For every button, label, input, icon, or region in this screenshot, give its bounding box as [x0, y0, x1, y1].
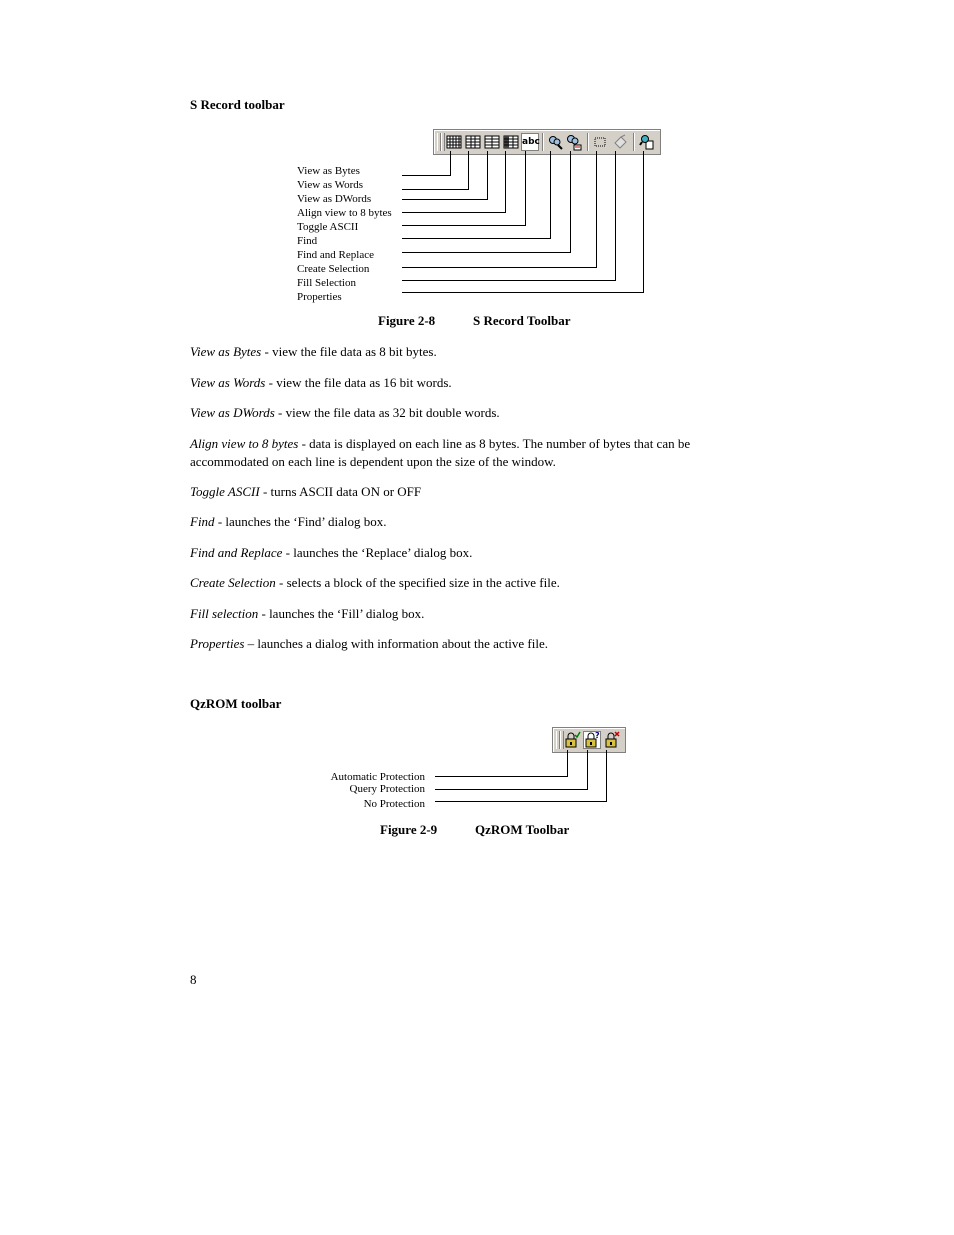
desc-find-replace: Find and Replace - launches the ‘Replace’ dialog box.	[190, 545, 473, 560]
figure-2-9-number: Figure 2-9	[380, 822, 438, 837]
qzrom-callout-lines	[0, 740, 954, 820]
label-view-words: View as Words	[297, 179, 364, 191]
label-find: Find	[297, 235, 318, 247]
qzrom-heading: QzROM toolbar	[190, 696, 282, 711]
desc-create-selection: Create Selection - selects a block of the specified size in the active file.	[190, 575, 560, 590]
desc-find: Find - launches the ‘Find’ dialog box.	[190, 514, 387, 529]
svg-text:?: ?	[595, 732, 600, 740]
desc-toggle-ascii: Toggle ASCII - turns ASCII data ON or OFF	[190, 484, 422, 499]
figure-2-8-title: S Record Toolbar	[473, 313, 571, 328]
label-align-8-bytes: Align view to 8 bytes	[297, 207, 392, 219]
figure-2-9-title: QzROM Toolbar	[475, 822, 570, 837]
desc-view-words: View as Words - view the file data as 16 bit words.	[190, 375, 452, 390]
label-query-protection: Query Protection	[349, 783, 425, 795]
abc-glyph: abc	[522, 137, 540, 147]
desc-fill-selection: Fill selection - launches the ‘Fill’ dialog box.	[190, 606, 425, 621]
label-automatic-protection: Automatic Protection	[330, 771, 425, 783]
label-fill-selection: Fill Selection	[297, 277, 356, 289]
srecord-callout-lines	[0, 0, 954, 320]
srecord-heading: S Record toolbar	[190, 97, 285, 112]
desc-align-8-bytes: Align view to 8 bytes - data is displayed on each line as 8 bytes. The number of bytes that can be accommodated on each line is dependent upon the size of the window.	[190, 436, 691, 469]
desc-view-bytes: View as Bytes - view the file data as 8 bit bytes.	[190, 344, 437, 359]
label-create-selection: Create Selection	[297, 263, 370, 275]
label-find-replace: Find and Replace	[297, 249, 374, 261]
figure-2-8-number: Figure 2-8	[378, 313, 436, 328]
label-properties: Properties	[297, 291, 342, 303]
desc-view-dwords: View as DWords - view the file data as 32 bit double words.	[190, 405, 500, 420]
page-number: 8	[190, 972, 197, 987]
label-view-dwords: View as DWords	[297, 193, 372, 205]
label-no-protection: No Protection	[363, 798, 425, 810]
desc-properties: Properties – launches a dialog with information about the active file.	[190, 636, 549, 651]
label-toggle-ascii: Toggle ASCII	[297, 221, 359, 233]
label-view-bytes: View as Bytes	[297, 165, 360, 177]
